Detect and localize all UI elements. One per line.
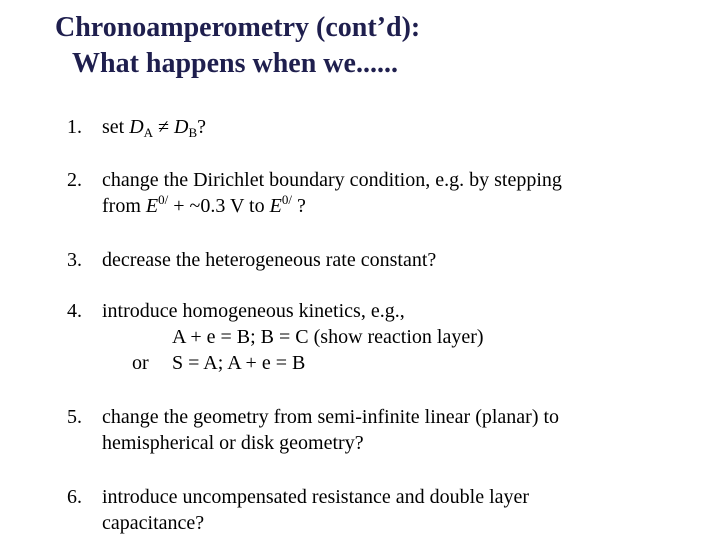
alt-reaction: S = A; A + e = B bbox=[172, 352, 306, 374]
superscript-0: 0/ bbox=[281, 192, 292, 207]
subscript-b: B bbox=[188, 125, 198, 140]
item-text bbox=[102, 298, 682, 376]
title-line-2: What happens when we...... bbox=[72, 48, 398, 79]
slide-title bbox=[55, 10, 420, 82]
item-line-3 bbox=[102, 350, 682, 376]
symbol-e: E bbox=[145, 195, 159, 217]
item-line-2: A + e = B; B = C (show reaction layer) bbox=[172, 326, 484, 348]
item-text bbox=[102, 114, 682, 140]
item-line-2 bbox=[102, 193, 682, 219]
item-number: 2. bbox=[67, 169, 82, 191]
item-text bbox=[102, 484, 682, 536]
item-text bbox=[102, 247, 682, 273]
title-line-1: Chronoamperometry (cont’d): bbox=[55, 12, 421, 43]
item-number: 6. bbox=[67, 486, 82, 508]
item-text bbox=[102, 404, 682, 456]
symbol-d: D bbox=[129, 116, 144, 138]
item-line-1: introduce homogeneous kinetics, e.g., bbox=[102, 300, 405, 322]
or-label: or bbox=[132, 352, 149, 374]
item-number: 4. bbox=[67, 300, 82, 322]
subscript-a: A bbox=[143, 125, 154, 140]
item-line-1: introduce uncompensated resistance and double layer bbox=[102, 486, 530, 508]
set-label: set bbox=[102, 116, 125, 138]
end-text: ? bbox=[296, 195, 306, 217]
item-text bbox=[102, 167, 682, 219]
item-line-1: change the geometry from semi-infinite linear (planar) to bbox=[102, 406, 560, 428]
item-number: 3. bbox=[67, 249, 82, 271]
item-line-2: hemispherical or disk geometry? bbox=[102, 432, 364, 454]
item-number: 1. bbox=[67, 116, 82, 138]
symbol-e: E bbox=[269, 195, 282, 217]
symbol-d: D bbox=[174, 116, 189, 138]
item-line-1: decrease the heterogeneous rate constant? bbox=[102, 249, 437, 271]
middle-text: + ~0.3 V to bbox=[173, 195, 265, 217]
item-number: 5. bbox=[67, 406, 82, 428]
superscript-0: 0/ bbox=[158, 192, 169, 207]
item-line-1: change the Dirichlet boundary condition, e.g. by stepping bbox=[102, 169, 562, 191]
item-line-2: capacitance? bbox=[102, 512, 205, 534]
question-mark: ? bbox=[197, 116, 207, 138]
from-text: from bbox=[102, 195, 141, 217]
not-equal-sign: ≠ bbox=[158, 116, 170, 138]
